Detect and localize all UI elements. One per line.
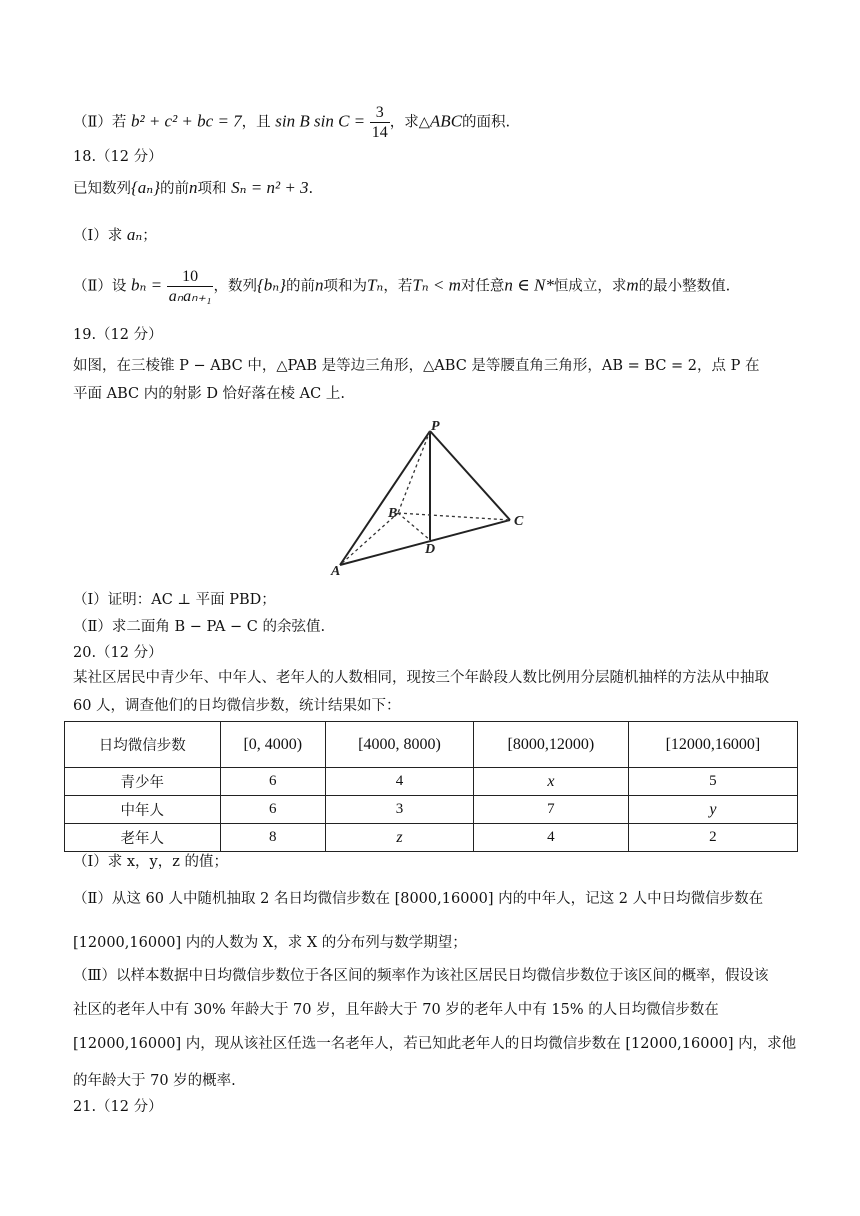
q18-frac-den: aₙaₙ₊₁ (168, 288, 212, 305)
q18-stem-b: 的前 (160, 181, 189, 197)
q18-part2-T: Tₙ (366, 275, 384, 295)
q20-part1: （Ⅰ）求 x，y，z 的值； (73, 854, 228, 870)
q19-stem-line2: 平面 ABC 内的射影 D 恰好落在棱 AC 上. (73, 386, 345, 402)
q18-part2-text-d: 项和为 (323, 278, 367, 295)
table-cell: 3 (326, 796, 474, 824)
q18-part2-text-b: ，数列 (213, 278, 257, 295)
q17-fraction (370, 103, 390, 142)
table-cell: 7 (473, 796, 628, 824)
q18-stem-d: . (308, 181, 314, 197)
q18-stem-a: 已知数列 (73, 181, 131, 197)
q18-part2-text-c: 的前 (285, 278, 315, 295)
q17-text-d: 的面积. (462, 114, 511, 131)
table-header-row (65, 722, 798, 768)
q20-part2-line2: [12000,16000] 内的人数为 X，求 X 的分布列与数学期望； (73, 935, 467, 951)
q19-heading: 19.（12 分） (73, 327, 163, 343)
q20-stem-line1: 某社区居民中青少年、中年人、老年人的人数相同，现按三个年龄段人数比例用分层随机抽样的方法从中抽取 (73, 670, 769, 686)
q19-part2: （Ⅱ）求二面角 B − PA − C 的余弦值. (73, 619, 326, 635)
q18-stem-formula: Sₙ = n² + 3 (231, 178, 309, 197)
q18-part2-seq: {bₙ} (256, 275, 286, 295)
q17-frac-num: 3 (370, 103, 390, 123)
table-cell: 2 (628, 824, 797, 852)
q17-formula-c: ABC (429, 111, 463, 131)
q18-part2-n: n (314, 275, 324, 295)
q20-part3-line2: 社区的老年人中有 30% 年龄大于 70 岁，且年龄大于 70 岁的老年人中有 15% 的人日均微信步数在 (73, 1002, 719, 1018)
q17-text-b: ，且 (241, 114, 271, 131)
q18-part1-end: ； (142, 228, 157, 244)
q18-part1 (73, 225, 157, 246)
q17-frac-den: 14 (371, 124, 388, 141)
table-header-cell: [12000,16000] (628, 722, 797, 768)
table-header-cell: 日均微信步数 (65, 722, 221, 768)
table-cell: 4 (473, 824, 628, 852)
table-header-cell: [8000,12000) (473, 722, 628, 768)
q18-fraction (167, 267, 214, 306)
table-row (65, 824, 798, 852)
pyramid-figure (320, 415, 540, 580)
table-row (65, 768, 798, 796)
q18-part2-label: （Ⅱ） (73, 278, 112, 295)
table-header-cell: [0, 4000) (220, 722, 325, 768)
q19-stem-line1: 如图，在三棱锥 P − ABC 中，△PAB 是等边三角形，△ABC 是等腰直角三角形，AB = BC = 2，点 P 在 (73, 358, 760, 374)
q20-part3-line4: 的年龄大于 70 岁的概率. (73, 1073, 236, 1089)
table-cell: 8 (220, 824, 325, 852)
q18-part1-formula: aₙ (126, 225, 143, 244)
q18-part2-text-a: 设 (111, 278, 127, 295)
table-cell: 4 (326, 768, 474, 796)
table-cell: 中年人 (65, 796, 221, 824)
q20-heading: 20.（12 分） (73, 645, 163, 661)
q17-part2-label: （Ⅱ） (73, 114, 112, 131)
q18-stem (73, 178, 313, 199)
edge-BD-hidden (398, 513, 430, 540)
q20-part3-line1: （Ⅲ）以样本数据中日均微信步数位于各区间的频率作为该社区居民日均微信步数位于该区间的概率，假设该 (73, 968, 769, 984)
q18-part2-text-h: 的最小整数值. (638, 278, 731, 295)
edge-BC-hidden (398, 513, 510, 520)
table-cell: y (628, 796, 797, 824)
table-cell: 5 (628, 768, 797, 796)
q17-part2-text-a: 若 (111, 114, 127, 131)
q20-stem-line2: 60 人，调查他们的日均微信步数，统计结果如下： (73, 698, 401, 714)
q18-part2-m: m (626, 275, 639, 295)
q18-part1-label: （Ⅰ） (73, 228, 108, 244)
label-B: B (388, 506, 398, 521)
q17-formula-b: sin B sin C = (275, 111, 366, 131)
q19-part1: （Ⅰ）证明：AC ⊥ 平面 PBD； (73, 592, 276, 608)
q18-part2 (73, 267, 730, 306)
label-D: D (425, 542, 436, 557)
q18-part2-ineq: Tₙ < m (412, 275, 461, 295)
q17-part2 (73, 103, 510, 142)
q18-stem-c: 项和 (197, 181, 227, 197)
label-P: P (431, 419, 440, 434)
table-header-cell: [4000, 8000) (326, 722, 474, 768)
q18-stem-n: n (189, 178, 198, 197)
q21-heading: 21.（12 分） (73, 1099, 163, 1115)
q18-part2-text-g: 恒成立，求 (553, 278, 627, 295)
q18-frac-num: 10 (167, 267, 214, 287)
table-cell: 6 (220, 768, 325, 796)
table-row (65, 796, 798, 824)
q18-heading: 18.（12 分） (73, 149, 163, 165)
table-cell: 青少年 (65, 768, 221, 796)
q18-part2-text-e: ，若 (383, 278, 413, 295)
label-C: C (514, 514, 524, 529)
q20-part3-line3: [12000,16000] 内，现从该社区任选一名老年人，若已知此老年人的日均微信步数在 [12000,16000] 内，求他 (73, 1036, 797, 1052)
q18-part2-set: n ∈ N* (504, 275, 554, 295)
table-cell: 6 (220, 796, 325, 824)
step-count-table (64, 721, 798, 852)
edge-PC (430, 431, 510, 520)
table-cell: z (326, 824, 474, 852)
table-cell: 老年人 (65, 824, 221, 852)
q20-part2-line1: （Ⅱ）从这 60 人中随机抽取 2 名日均微信步数在 [8000,16000] 内的中年人，记这 2 人中日均微信步数在 (73, 891, 764, 907)
table-cell: x (473, 768, 628, 796)
q18-part2-formula-a: bₙ = (130, 275, 163, 295)
q18-part1-text: 求 (107, 228, 123, 244)
q18-stem-seq: {aₙ} (131, 178, 160, 197)
q18-part2-text-f: 对任意 (460, 278, 505, 295)
label-A: A (331, 564, 341, 579)
q17-text-c: ，求△ (389, 114, 430, 131)
q17-formula-a: b² + c² + bc = 7 (130, 111, 242, 131)
